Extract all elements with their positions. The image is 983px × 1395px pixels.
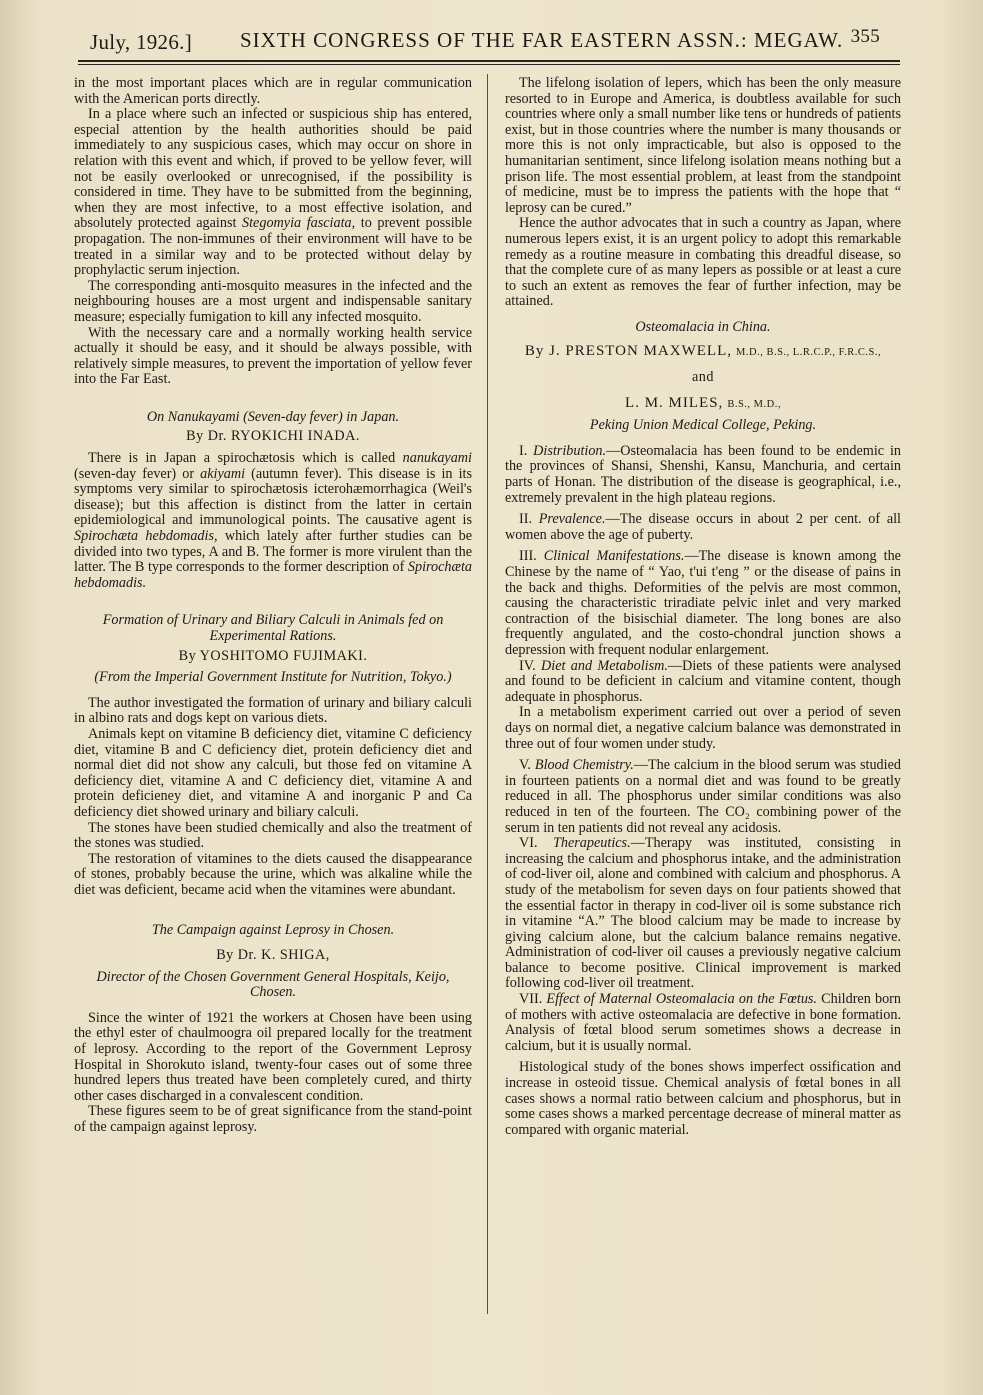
- running-header: [90, 24, 900, 58]
- paragraph: Since the winter of 1921 the workers at Chosen have been using the ethyl ester of chaulmoogra oil prepared locally for the treatment of leprosy. According to the report of the Government Leprosy Hospital in Shorokuto island, twenty-four cases out of some three hundred lepers thus treated have been completely cured, and thirty other cases discharged in a convalescent condition.: [74, 1009, 472, 1104]
- paragraph: The restoration of vitamines to the diets caused the disappearance of stones, probably because the urine, which was alkaline while the diet was deficient, became acid when the vitamines were abundant.: [74, 850, 472, 898]
- paragraph: In a metabolism experiment carried out over a period of seven days on normal diet, a negative calcium balance was demonstrated in three out of four women under study.: [505, 704, 901, 752]
- affiliation-peking: Peking Union Medical College, Peking.: [589, 417, 817, 434]
- byline-inada: By Dr. RYOKICHI INADA.: [186, 428, 360, 445]
- paragraph: The author investigated the formation of urinary and biliary calculi in albino rats and dogs kept on various diets.: [74, 694, 472, 727]
- article-title-calculi: Formation of Urinary and Biliary Calculi in Animals fed on Experimental Rations.: [102, 612, 444, 644]
- article-title-nanukayami: On Nanukayami (Seven-day fever) in Japan.: [146, 408, 400, 425]
- paragraph: in the most important places which are in regular communication with the American ports directly.: [74, 75, 472, 107]
- section-foetus: VII. Effect of Maternal Osteomalacia on the Fœtus. Children born of mothers with active osteomalacia are defective in bone formation. Analysis of fœtal blood serum sometimes shows a decrease in calcium, but it is usually normal.: [505, 991, 901, 1054]
- section-prevalence: II. Prevalence.—The disease occurs in about 2 per cent. of all women above the age of puberty.: [505, 511, 901, 543]
- right-column: [505, 76, 901, 1138]
- paragraph: These figures seem to be of great significance from the stand-point of the campaign against leprosy.: [74, 1103, 472, 1136]
- section-diet: IV. Diet and Metabolism.—Diets of these patients were analysed and found to be deficient in calcium and vitamine content, though adequate in phosphorus.: [505, 657, 901, 705]
- header-date: July, 1926.]: [90, 30, 192, 54]
- paragraph: Histological study of the bones shows imperfect ossification and increase in osteoid tissue. Chemical analysis of fœtal bones in all cases shows a normal ratio between calcium and phosphorus, but in some cases shows a marked percentage decrease of mineral matter as compared with organic material.: [505, 1059, 901, 1138]
- article-title-osteomalacia: Osteomalacia in China.: [635, 318, 771, 335]
- section-distribution: I. Distribution.—Osteomalacia has been found to be endemic in the provinces of Shansi, Shenshi, Kansu, Manchuria, and certain parts of Honan. The distribution of the disease is geographical, i.e., extremely prevalent in the high plateau regions.: [505, 442, 901, 506]
- paragraph: In a place where such an infected or suspicious ship has entered, especial attention by the health authorities should be paid immediately to any suspicious cases, which may occur on shore in relation with this event and which, if proved to be yellow fever, will not be easily overlooked or unrecognised, if the possibility is considered in time. They have to be submitted from the beginning, when they are most infective, to a most effective isolation, and absolutely protected against Stegomyia fasciata, to prevent possible propagation. The non-immunes of their environment will have to be treated in a similar way and to be protected without delay by prophylactic serum injection.: [74, 106, 472, 279]
- section-clinical: III. Clinical Manifestations.—The disease is known among the Chinese by the name of “ Yao, t'ui t'eng ” or the disease of pains in the back and thighs. Deformities of the pelvis are most common, causing the characteristic triradiate pelvic inlet and very marked contraction of the bisischial diameter. The long bones are also frequently angulated, and the costo-chondral junction shows a depression with frequent nodular enlargement.: [505, 548, 901, 658]
- paragraph: There is in Japan a spirochætosis which is called nanukayami (seven-day fever) or akiyami (autumn fever). This disease is in its symptoms very similar to spirochætosis icterohæmorrhagica (Weil's disease); but this affection is distinct from the latter in certain epidemiological and immunological points. The causative agent is Spirochæta hebdomadis, which lately after further studies can be divided into two types, A and B. The former is more virulent than the latter. The B type corresponds to the former description of Spirochæta hebdomadis.: [74, 450, 472, 591]
- left-column: [74, 76, 472, 1136]
- paragraph: The corresponding anti-mosquito measures in the infected and the neighbouring houses are a most urgent and indispensable sanitary measure; especially fumigation to kill any infected mosquito.: [74, 277, 472, 325]
- paragraph: With the necessary care and a normally working health service actually it should be easy, and it should be always possible, with relatively simple measures, to prevent the importation of yellow fever into the Far East.: [74, 324, 472, 388]
- paragraph: The stones have been studied chemically and also the treatment of the stones was studied.: [74, 819, 472, 852]
- byline-and: and: [692, 369, 714, 386]
- section-blood: V. Blood Chemistry.—The calcium in the blood serum was studied in fourteen patients on a normal diet and was found to be greatly reduced in all. The phosphorus under similar conditions was also reduced in ten of the fourteen. The CO₂ combining power of the serum in ten patients did not reveal any acidosis.: [505, 757, 901, 836]
- byline-shiga: By Dr. K. SHIGA,: [216, 947, 330, 964]
- column-divider: [487, 74, 488, 1314]
- header-rule: [78, 60, 900, 62]
- paragraph: Animals kept on vitamine B deficiency diet, vitamine C deficiency diet, vitamine B and C deficiency diet, protein deficiency diet and normal diet did not show any calculi, but those fed on vitamine A deficiency diet, vitamine A and C deficiency diet, vitamine A and protein deficieney diet, and vitamine A and inorganic P and Ca deficiency diet showed urinary and biliary calculi.: [74, 725, 472, 820]
- byline-maxwell: By J. PRESTON MAXWELL, M.D., B.S., L.R.C.P., F.R.C.S.,: [524, 342, 882, 359]
- byline-fujimaki: By YOSHITOMO FUJIMAKI.: [178, 647, 368, 664]
- paragraph: Hence the author advocates that in such a country as Japan, where numerous lepers exist, it is an urgent policy to adopt this remarkable remedy as a routine measure in combating this dreadful disease, so that the complete cure of as many lepers as possible or at least a cure to such an extent as removes the fear of further infection, may be attained.: [505, 215, 901, 310]
- affiliation-fujimaki: (From the Imperial Government Institute for Nutrition, Tokyo.): [94, 669, 452, 686]
- paragraph: The lifelong isolation of lepers, which has been the only measure resorted to in Europe and America, is doubtless available for such countries where only a small number like tens or hundreds of patients exist, but in those countries where the number is many thousands or more this is not only impracticable, but also is opposed to the humanitarian sentiment, since lifelong isolation means nothing but a prison life. The most essential problem, at least from the standpoint of medicine, must be to impress the patients with the hope that “ leprosy can be cured.”: [505, 75, 901, 216]
- byline-miles: L. M. MILES, B.S., M.D.,: [625, 394, 781, 411]
- affiliation-shiga: Director of the Chosen Government General Hospitals, Keijo, Chosen.: [96, 968, 450, 1001]
- section-therapeutics: VI. Therapeutics.—Therapy was instituted, consisting in increasing the calcium and phosphorus intake, and the administration of cod-liver oil, alone and combined with calcium and phosphorus. A study of the metabolism for seven days on four patients showed that the essential factor in therapy in cod-liver oil is some substance rich in vitamine “A.” The blood calcium may be made to increase by giving calcium alone, but the calcium balance remains negative. Administration of cod-liver oil causes a previously negative calcium balance to become positive. Clinical improvement is marked following cod-liver oil treatment.: [505, 835, 901, 992]
- header-rule-thin: [78, 64, 900, 65]
- article-title-leprosy: The Campaign against Leprosy in Chosen.: [151, 921, 395, 938]
- header-title: SIXTH CONGRESS OF THE FAR EASTERN ASSN.: MEGAW.: [240, 28, 844, 52]
- page-number: 355: [850, 26, 880, 47]
